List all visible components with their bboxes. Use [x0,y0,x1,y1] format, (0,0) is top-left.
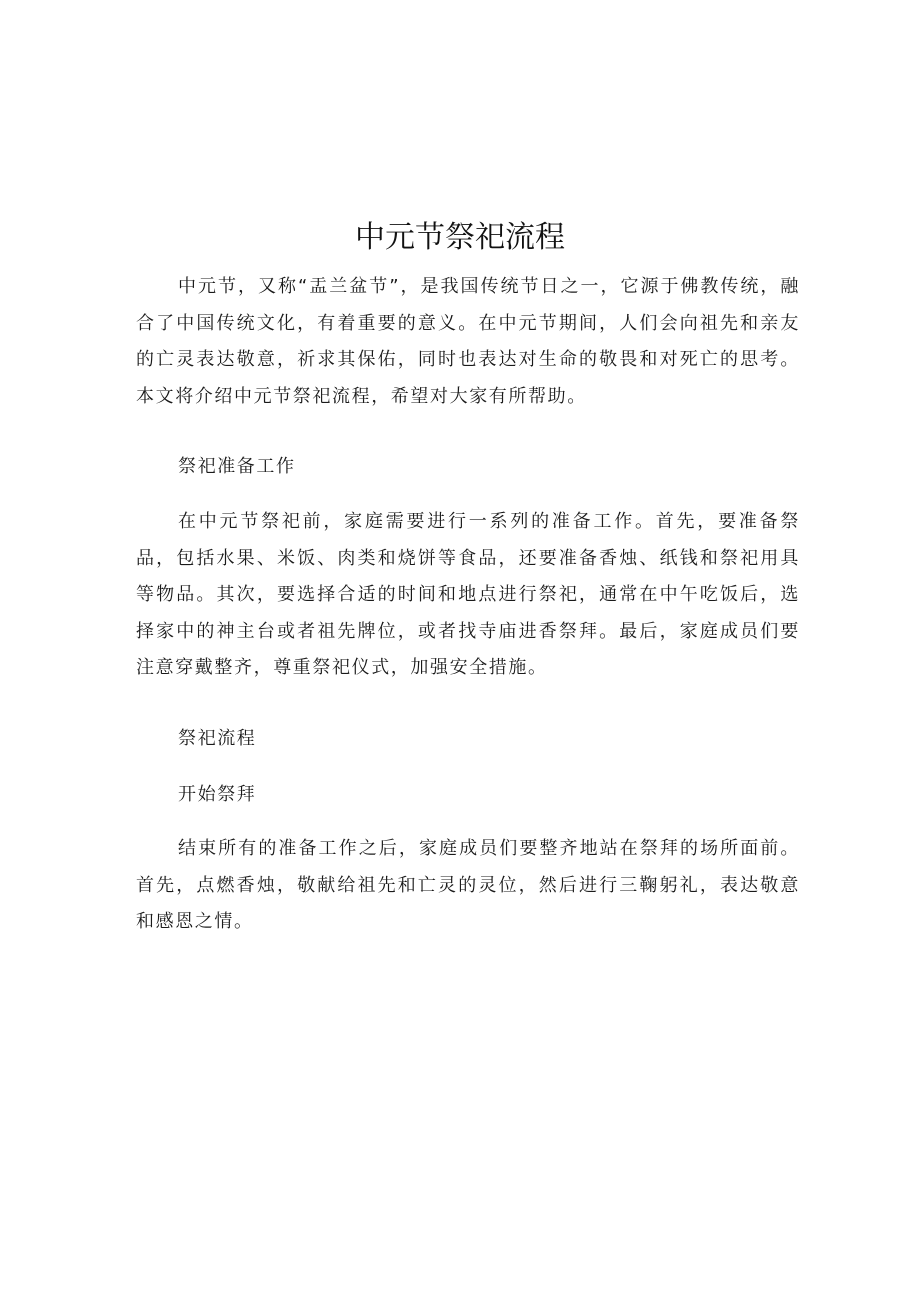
section-heading-process: 祭祀流程 [178,728,257,749]
intro-paragraph: 中元节，又称“盂兰盆节”，是我国传统节日之一，它源于佛教传统，融合了中国传统文化，有着重要的意义。在中元节期间，人们会向祖先和亲友的亡灵表达敬意，祈求其保佑，同时也表达对生命的敬畏和对死亡的思考。本文将介绍中元节祭祀流程，希望对大家有所帮助。 [136,276,800,407]
section-heading-preparation: 祭祀准备工作 [178,456,296,477]
preparation-paragraph: 在中元节祭祀前，家庭需要进行一系列的准备工作。首先，要准备祭品，包括水果、米饭、肉类和烧饼等食品，还要准备香烛、纸钱和祭祀用具等物品。其次，要选择合适的时间和地点进行祭祀，通常在中午吃饭后，选择家中的神主台或者祖先牌位，或者找寺庙进香祭拜。最后，家庭成员们要注意穿戴整齐，尊重祭祀仪式，加强安全措施。 [136,511,800,678]
subsection-heading-start: 开始祭拜 [178,784,257,805]
start-worship-paragraph: 结束所有的准备工作之后，家庭成员们要整齐地站在祭拜的场所面前。首先，点燃香烛，敬献给祖先和亡灵的灵位，然后进行三鞠躬礼，表达敬意和感恩之情。 [136,838,800,932]
document-title: 中元节祭祀流程 [355,220,565,255]
